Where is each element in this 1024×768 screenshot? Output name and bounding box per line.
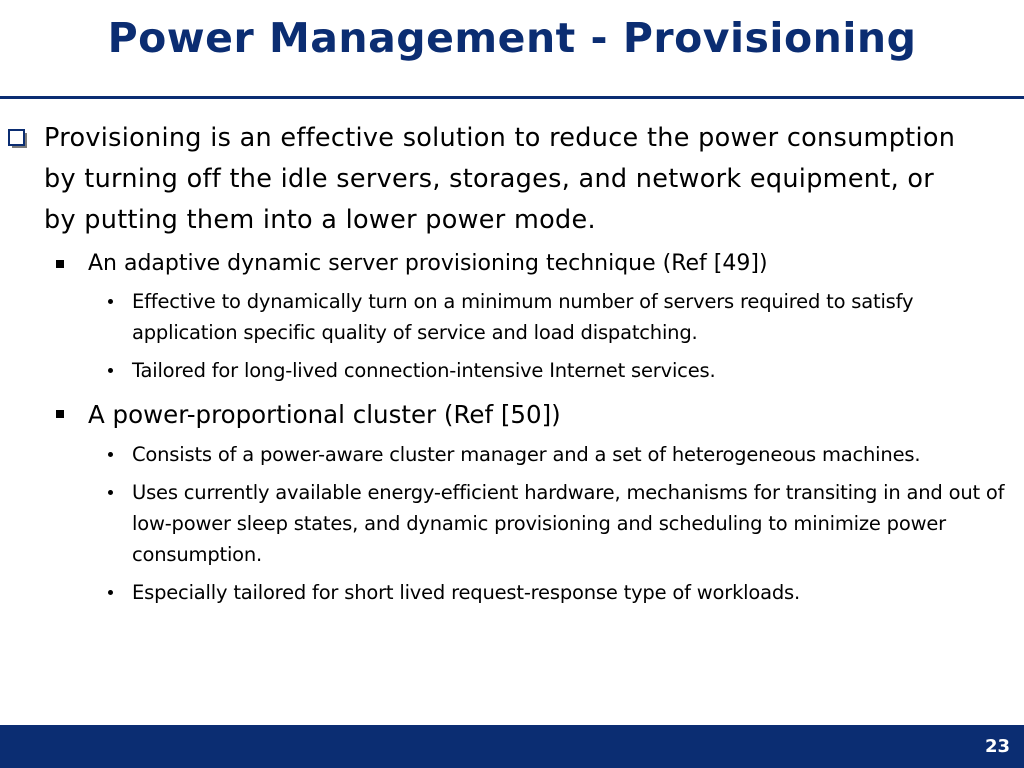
dot-bullet-icon bbox=[108, 368, 113, 373]
title-divider bbox=[0, 96, 1024, 99]
page-number: 23 bbox=[984, 736, 1010, 757]
sub-bullet bbox=[0, 249, 1008, 279]
detail-bullet bbox=[0, 286, 1016, 348]
slide-content bbox=[0, 118, 1024, 608]
detail-bullet bbox=[0, 577, 1016, 608]
detail-bullet-text: Consists of a power-aware cluster manager and a set of heterogeneous machines. bbox=[132, 443, 921, 466]
detail-bullet bbox=[0, 477, 1016, 570]
dot-bullet-icon bbox=[108, 299, 113, 304]
dot-bullet-icon bbox=[108, 452, 113, 457]
detail-bullet bbox=[0, 439, 1016, 470]
detail-bullet-text: Effective to dynamically turn on a minimum number of servers required to satisfy application specific quality of service and load dispatching. bbox=[132, 290, 914, 344]
footer-bar bbox=[0, 725, 1024, 768]
sub-bullet-text: A power-proportional cluster (Ref [50]) bbox=[88, 400, 561, 429]
slide-title: Power Management - Provisioning bbox=[107, 14, 917, 62]
detail-bullet bbox=[0, 355, 1016, 386]
dot-bullet-icon bbox=[108, 490, 113, 495]
detail-bullet-text: Tailored for long-lived connection-intensive Internet services. bbox=[132, 359, 716, 382]
sub-bullet bbox=[0, 398, 1008, 432]
detail-bullet-text: Uses currently available energy-efficient hardware, mechanisms for transiting in and out of low-power sleep states, and dynamic provisioning and scheduling to minimize power consumption. bbox=[132, 481, 1005, 566]
main-bullet-text: Provisioning is an effective solution to reduce the power consumption by turning off the idle servers, storages, and network equipment, or by putting them into a lower power mode. bbox=[44, 123, 956, 235]
sub-bullet-text: An adaptive dynamic server provisioning technique (Ref [49]) bbox=[88, 251, 768, 276]
square-bullet-icon bbox=[56, 260, 64, 268]
hollow-square-bullet-icon bbox=[8, 129, 28, 149]
detail-bullet-text: Especially tailored for short lived request-response type of workloads. bbox=[132, 581, 801, 604]
dot-bullet-icon bbox=[108, 590, 113, 595]
main-bullet bbox=[0, 118, 974, 241]
square-bullet-icon bbox=[56, 410, 64, 418]
